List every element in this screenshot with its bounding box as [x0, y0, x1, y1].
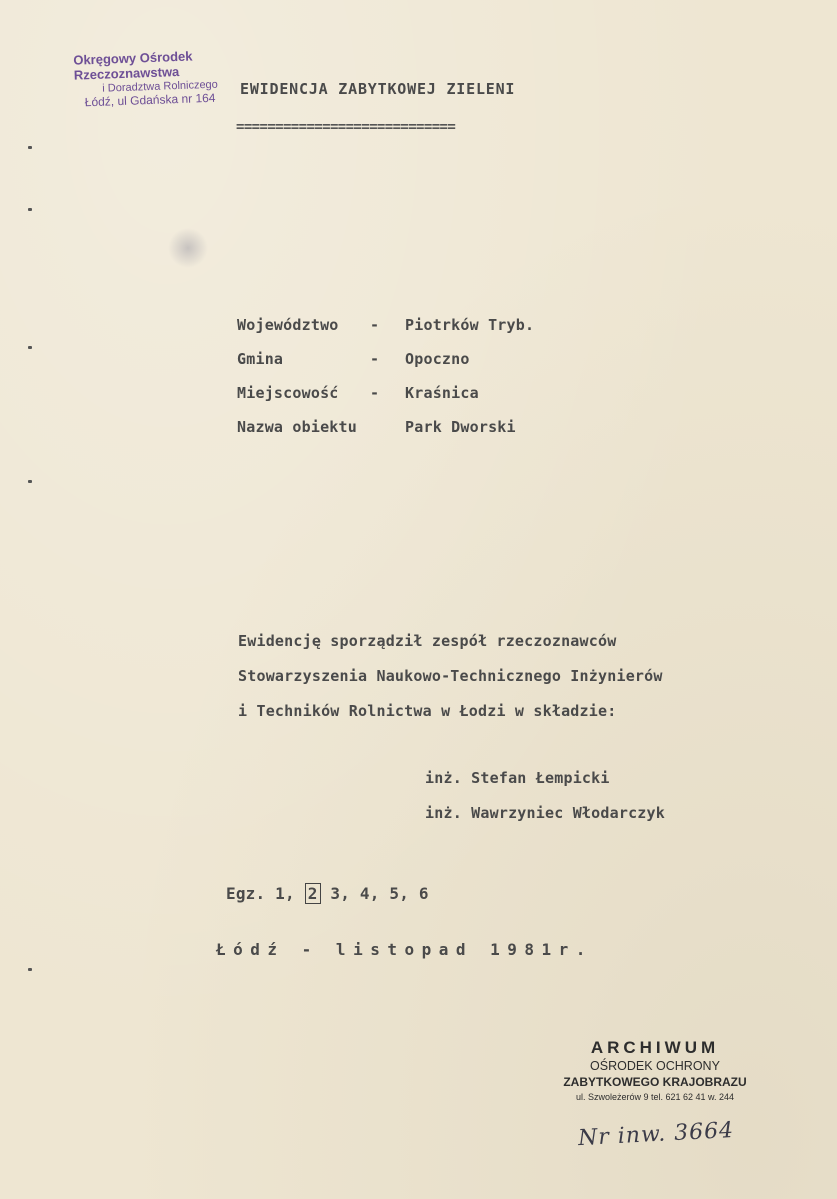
field-label: Nazwa obiektu — [237, 418, 357, 436]
field-value: Piotrków Tryb. — [405, 316, 535, 334]
place-date: Łódź - listopad 1981r. — [216, 940, 593, 959]
author-1: inż. Stefan Łempicki — [425, 769, 610, 787]
copies-boxed-number: 2 — [305, 883, 321, 904]
institution-stamp — [73, 46, 285, 110]
stamp-line-1: Okręgowy Ośrodek Rzeczoznawstwa — [73, 48, 193, 83]
punch-mark — [28, 346, 32, 349]
body-line-1: Ewidencję sporządził zespół rzeczoznawców — [238, 632, 617, 650]
ink-smudge — [168, 228, 208, 268]
archive-stamp-line-2: OŚRODEK OCHRONY — [590, 1059, 720, 1073]
field-label: Województwo — [237, 316, 339, 334]
archive-stamp-line-1: ARCHIWUM — [590, 1038, 720, 1057]
field-value: Park Dworski — [405, 418, 516, 436]
body-line-3: i Techników Rolnictwa w Łodzi w składzie: — [238, 702, 617, 720]
document-title: EWIDENCJA ZABYTKOWEJ ZIELENI — [240, 80, 516, 98]
archive-stamp — [555, 1038, 755, 1102]
field-dash: - — [370, 316, 380, 334]
punch-mark — [28, 208, 32, 211]
archive-stamp-line-3: ZABYTKOWEGO KRAJOBRAZU — [563, 1075, 747, 1089]
copies-rest: 3, 4, 5, 6 — [330, 884, 429, 903]
punch-mark — [28, 480, 32, 483]
field-label: Gmina — [237, 350, 284, 368]
punch-mark — [28, 968, 32, 971]
inventory-number-handwritten: Nr inw. 3664 — [577, 1117, 735, 1152]
punch-mark — [28, 146, 32, 149]
archive-stamp-line-4: ul. Szwoleżerów 9 tel. 621 62 41 w. 244 — [575, 1092, 735, 1102]
field-dash: - — [370, 350, 380, 368]
stamp-line-2: i Doradztwa Rolniczego — [102, 78, 219, 95]
author-2: inż. Wawrzyniec Włodarczyk — [425, 804, 665, 822]
copies-line — [226, 884, 429, 903]
field-dash: - — [370, 384, 380, 402]
copies-prefix: Egz. 1, — [226, 884, 295, 903]
field-value: Kraśnica — [405, 384, 479, 402]
field-value: Opoczno — [405, 350, 470, 368]
field-label: Miejscowość — [237, 384, 339, 402]
stamp-line-3: Łódź, ul Gdańska nr 164 — [84, 90, 216, 109]
body-line-2: Stowarzyszenia Naukowo-Technicznego Inżynierów — [238, 667, 663, 685]
title-underline: ============================ — [236, 119, 456, 135]
